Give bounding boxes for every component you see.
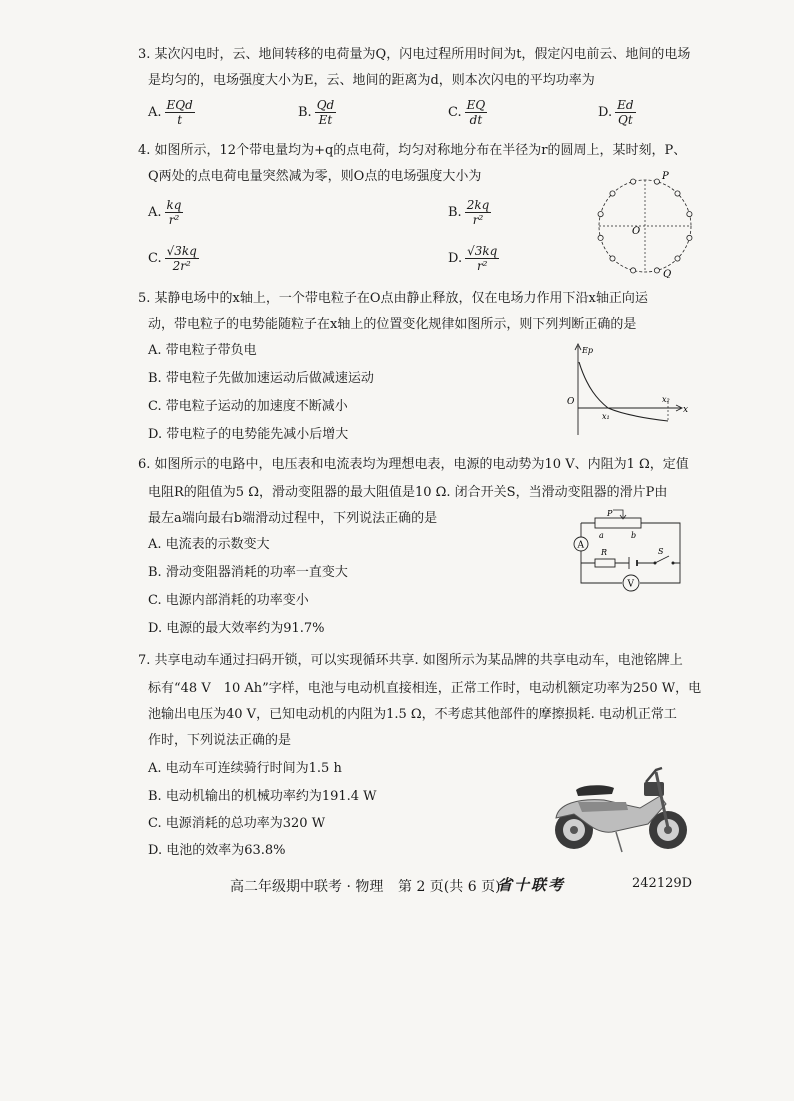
option-label: D. (598, 105, 613, 120)
option-label: B. (298, 105, 312, 120)
q7-option-a: A. 电动车可连续骑行时间为1.5 h (148, 761, 342, 776)
label-s: S (658, 547, 664, 556)
handlebar-stem (646, 768, 662, 782)
q6-option-d: D. 电源的最大效率约为91.7% (148, 621, 325, 636)
q5-option-b: B. 带电粒子先做加速运动后做减速运动 (148, 371, 374, 386)
ylabel-ep: Ep (582, 346, 593, 355)
q7-option-b: B. 电动机输出的机械功率约为191.4 W (148, 789, 377, 804)
q3-stem-line2: 是均匀的，电场强度大小为E，云、地间的距离为d，则本次闪电的平均功率为 (148, 73, 595, 88)
kickstand (616, 832, 622, 852)
point-charge (610, 256, 615, 261)
resistor-r (595, 559, 615, 567)
q7-stem-line3: 池输出电压为40 V，已知电动机的内阻为1.5 Ω，不考虑其他部件的摩擦损耗. 电动机正常工 (148, 707, 677, 722)
footer-paper-code: 242129D (632, 876, 693, 891)
q6-option-a: A. 电流表的示数变大 (148, 537, 270, 552)
point-charge (598, 212, 603, 217)
q4-stem-line2: Q两处的点电荷电量突然减为零，则O点的电场强度大小为 (148, 169, 482, 184)
ep-curve (579, 362, 668, 421)
fraction: $\frac{√3kq}{\text{r²}}$ (467, 244, 498, 273)
q7-option-c: C. 电源消耗的总功率为320 W (148, 816, 326, 831)
voltmeter-label: V (627, 579, 634, 590)
option-label: B. (448, 205, 462, 220)
fraction: $\frac{Qd}{Et}$ (316, 98, 335, 127)
q6-stem-line2: 电阻R的阻值为5 Ω，滑动变阻器的最大阻值是10 Ω. 闭合开关S，当滑动变阻器的滑片P由 (148, 485, 668, 500)
q4-option-b (448, 198, 491, 227)
fraction: $\frac{\text{EQd}}{t}$ (166, 98, 193, 127)
seat (576, 785, 614, 796)
point-charge (610, 191, 615, 196)
q7-stem-line1: 7. 共享电动车通过扫码开锁，可以实现循环共享. 如图所示为某品牌的共享电动车，电池铭牌上 (138, 653, 683, 668)
option-label: D. (448, 251, 463, 266)
q4-circle-figure (590, 168, 700, 278)
ammeter-label: A (577, 540, 584, 551)
q6-option-b: B. 滑动变阻器消耗的功率一直变大 (148, 565, 348, 580)
option-label: A. (148, 105, 162, 120)
point-charge (675, 256, 680, 261)
point-charge (631, 179, 636, 184)
point-charge (654, 268, 659, 273)
switch-blade (655, 556, 669, 563)
q5-option-c: C. 带电粒子运动的加速度不断减小 (148, 399, 348, 414)
q3-stem-line1: 3. 某次闪电时，云、地间转移的电荷量为Q，闪电过程所用时间为t，假定闪电前云、地间的电场 (138, 47, 691, 62)
label-q: Q (663, 269, 672, 278)
q7-stem-line2: 标有“48 V 10 Ah”字样，电池与电动机直接相连，正常工作时，电动机额定功率为250 W，电 (148, 681, 702, 696)
footer-exam-title: 高二年级期中联考 · 物理 (230, 879, 384, 895)
fraction: $\frac{Ed}{Qt}$ (617, 98, 634, 127)
q4-stem-line1: 4. 如图所示，12个带电量均为+q的点电荷，均匀对称地分布在半径为r的圆周上，某时刻，P、 (138, 143, 687, 158)
q7-stem-line4: 作时，下列说法正确的是 (148, 733, 292, 748)
xlabel: x (683, 405, 689, 415)
option-label: C. (148, 251, 162, 266)
point-charge (631, 268, 636, 273)
q3-option-b (298, 98, 336, 127)
x1-label: x₁ (602, 412, 610, 421)
q5-option-a: A. 带电粒子带负电 (148, 343, 257, 358)
footer-brand-logo: 省十联考 (497, 876, 566, 894)
fraction: $\frac{kq}{\text{r²}}$ (166, 198, 182, 227)
point-charge (687, 212, 692, 217)
label-p: P (662, 171, 669, 182)
label-o: O (632, 226, 641, 237)
q7-option-d: D. 电池的效率为63.8% (148, 843, 286, 858)
q4-option-c (148, 244, 199, 273)
q3-option-a (148, 98, 195, 127)
q5-option-d: D. 带电粒子的电势能先减小后增大 (148, 427, 349, 442)
q7-electric-bike-image (548, 762, 698, 858)
q6-circuit-diagram (565, 508, 690, 598)
q3-option-d (598, 98, 636, 127)
q5-stem-line1: 5. 某静电场中的x轴上，一个带电粒子在O点由静止释放，仅在电场力作用下沿x轴正向运 (138, 291, 648, 306)
point-charge (598, 235, 603, 240)
q6-stem-line3: 最左a端向最右b端滑动过程中，下列说法正确的是 (148, 511, 438, 526)
footer-page-number: 第 2 页(共 6 页) (398, 879, 501, 895)
rheostat (595, 518, 641, 528)
fraction: $\frac{√3kq}{\text{2r²}}$ (166, 244, 197, 273)
q4-option-d (448, 244, 499, 273)
rear-hub (570, 826, 578, 834)
q5-stem-line2: 动，带电粒子的电势能随粒子在x轴上的位置变化规律如图所示，则下列判断正确的是 (148, 317, 637, 332)
x2-label: x₂ (662, 395, 670, 404)
switch-contact (672, 562, 675, 565)
q5-potential-energy-graph (562, 340, 692, 440)
point-charge (687, 235, 692, 240)
origin-label: O (567, 397, 575, 407)
point-charge (675, 191, 680, 196)
q4-option-a (148, 198, 183, 227)
option-label: C. (448, 105, 462, 120)
label-p: P (607, 509, 613, 518)
q6-stem-line1: 6. 如图所示的电路中，电压表和电流表均为理想电表，电源的电动势为10 V、内阻为1 Ω，定值 (138, 457, 689, 472)
label-r: R (601, 548, 608, 557)
label-a: a (599, 531, 604, 540)
option-label: A. (148, 205, 162, 220)
label-b: b (631, 531, 637, 540)
q3-option-c (448, 98, 487, 127)
top-wire (581, 523, 680, 563)
fraction: $\frac{2kq}{\text{r²}}$ (466, 198, 490, 227)
point-charge (654, 179, 659, 184)
fraction: $\frac{EQ}{dt}$ (466, 98, 486, 127)
q6-option-c: C. 电源内部消耗的功率变小 (148, 593, 309, 608)
